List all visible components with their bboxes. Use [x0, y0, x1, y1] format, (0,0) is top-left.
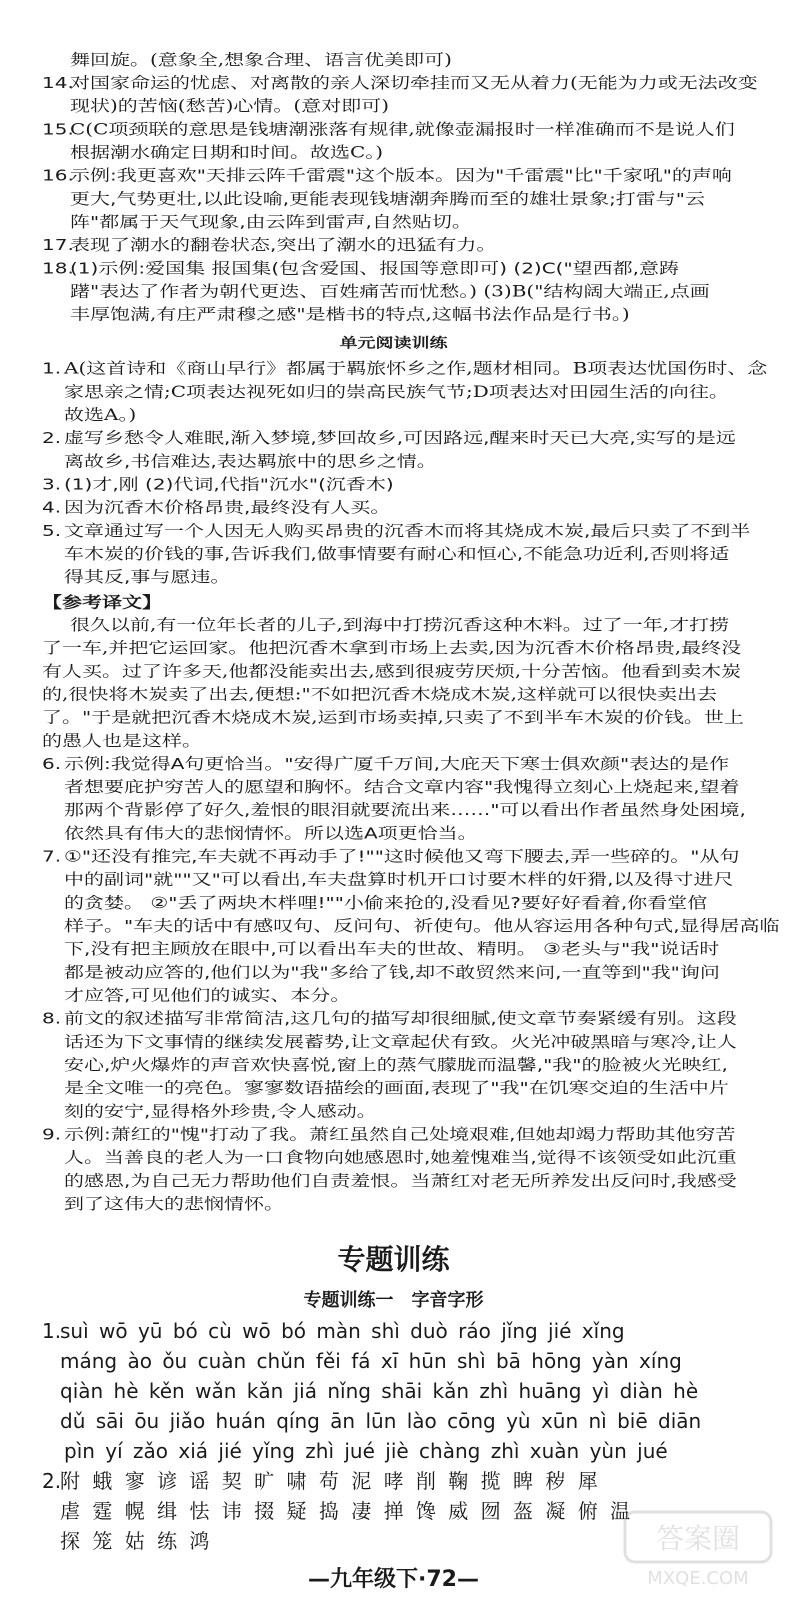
- text-line: 表现了潮水的翻卷状态,突出了潮水的迅猛有力。: [70, 235, 497, 254]
- text-line: 离故乡,书信难达,表达羁旅中的思乡之情。: [64, 451, 437, 471]
- text-line: 依然具有伟大的悲悯情怀。所以选A项更恰当。: [64, 823, 478, 843]
- text-line: 示例:我觉得A句更恰当。"安得广厦千万间,大庇天下寒士俱欢颜"表达的是作: [64, 754, 730, 773]
- pinyin-line: pìn yí zǎo xiá jié yǐng zhì jué jiè chàng zhì xuàn yùn jué: [64, 1439, 668, 1463]
- item-number: 3.: [42, 474, 62, 494]
- text-line: 家思亲之情;C项表达视死如归的崇高民族气节;D项表达对田园生活的向往。: [64, 382, 729, 401]
- text-line: 的感恩,为自己无力帮助他们自责羞恨。当萧红对老无所养发出反问时,我感受: [64, 1171, 737, 1190]
- text-line: 很久以前,有一位年长者的儿子,到海中打捞沉香这种木料。过了一年,才打捞: [70, 615, 730, 634]
- text-line: 根据潮水确定日期和时间。故选C。): [70, 142, 384, 162]
- text-line: 虚写乡愁令人难眠,渐入梦境,梦回故乡,可因路远,醒来时天已大亮,实写的是远: [64, 428, 736, 447]
- item-number: 1.: [42, 358, 62, 378]
- text-line: 前文的叙述描写非常简洁,这几句的描写却很细腻,使文章节奏紧缓有别。这段: [64, 1009, 737, 1028]
- text-line: 对国家命运的忧虑、对离散的亲人深切牵挂而又无从着力(无能为力或无法改变: [70, 73, 758, 92]
- text-line: 因为沉香木价格昂贵,最终没有人买。: [64, 497, 391, 517]
- text-line: 了。"于是就把沉香木烧成木炭,运到市场卖掉,只卖了不到半车木炭的价钱。世上: [42, 707, 744, 727]
- item-number: 8.: [42, 1009, 62, 1028]
- pinyin-line: qiàn hè kěn wǎn kǎn jiá nǐng shāi kǎn zhì huāng yì diàn hè: [60, 1379, 699, 1403]
- text-line: (1)才,刚 (2)代词,代指"沉水"(沉香木): [64, 474, 394, 494]
- text-line: 下,没有把主顾放在眼中,可以看出车夫的世故、精明。 ③老头与"我"说话时: [64, 939, 720, 959]
- pinyin-line: suì wō yū bó cù wō bó màn shì duò ráo jǐng jié xǐng: [60, 1319, 625, 1343]
- text-line: 的,很快将木炭卖了出去,便想:"不如把沉香木烧成木炭,这样就可以很快卖出去: [42, 684, 718, 704]
- text-line: 的愚人也是这样。: [42, 731, 202, 750]
- text-line: 话还为下文事情的继续发展蓄势,让文章起伏有致。火光冲破黑暗与寒冷,让人: [64, 1032, 737, 1051]
- text-line: 中的副词"就""又"可以看出,车夫盘算时机开口讨要木柈的奸猾,以及得寸进尺: [64, 870, 734, 889]
- character-line: 附 蛾 寥 谚 谣 契 旷 啸 苟 泥 哮 削 鞠 揽 睥 秽 犀: [60, 1469, 598, 1493]
- item-number: 6.: [42, 754, 62, 773]
- text-line: 车木炭的价钱的事,告诉我们,做事情要有耐心和恒心,不能急功近利,否则将适: [64, 544, 730, 563]
- text-line: 更大,气势更壮,以此设喻,更能表现钱塘潮奔腾而至的雄壮景象;打雷与"云: [70, 189, 706, 208]
- item-number: 1.: [42, 1319, 62, 1343]
- text-line: 的贪婪。 ②"丢了两块木柈哩!""小偷来抢的,没看见?要好好看着,你看堂倌: [64, 893, 708, 912]
- section-heading: 单元阅读训练: [339, 335, 448, 352]
- pinyin-line: dǔ sāi ōu jiǎo huán qíng ān lūn lào cōng yù xūn nì biē diān: [60, 1409, 702, 1433]
- text-line: 是全文唯一的亮色。寥寥数语描绘的画面,表现了"我"在饥寒交迫的生活中片: [64, 1078, 729, 1098]
- character-line: 探 笼 姑 练 鸿: [60, 1529, 210, 1553]
- item-number: 17.: [42, 235, 74, 254]
- text-line: 得其反,事与愿违。: [64, 567, 231, 586]
- item-number: 18.: [42, 258, 74, 278]
- text-line: 故选A。): [64, 405, 137, 424]
- text-line: 示例:我更喜欢"天排云阵千雷震"这个版本。因为"千雷震"比"千家吼"的声响: [70, 165, 732, 185]
- page-section-title: 专题训练: [337, 1243, 450, 1276]
- text-line: 样子。"车夫的话中有感叹句、反问句、祈使句。他从容运用各种句式,显得居高临: [64, 916, 780, 935]
- text-line: 现状)的苦恼(愁苦)心情。(意对即可): [70, 96, 390, 116]
- text-line: 躇"表达了作者为朝代更迭、百姓痛苦而忧愁。) (3)B("结构阔大端正,点画: [70, 281, 710, 301]
- item-number: 16.: [42, 165, 74, 185]
- text-line: 丰厚饱满,有庄严肃穆之感"是楷书的特点,这幅书法作品是行书。): [70, 304, 630, 324]
- text-line: 刻的安宁,显得格外珍贵,令人感动。: [64, 1101, 377, 1121]
- text-line: 文章通过写一个人因无人购买昂贵的沉香木而将其烧成木炭,最后只卖了不到半: [64, 521, 751, 540]
- svg-text:MXQE.COM: MXQE.COM: [647, 1568, 749, 1589]
- text-line: A(这首诗和《商山早行》都属于羁旅怀乡之作,题材相同。B项表达忧国伤时、念: [64, 358, 768, 378]
- text-line: 示例:萧红的"愧"打动了我。萧红虽然自己处境艰难,但她却竭力帮助其他穷苦: [64, 1124, 736, 1144]
- text-line: 阵"都属于天气现象,由云阵到雷声,自然贴切。: [70, 212, 472, 231]
- text-line: 舞回旋。(意象全,想象合理、语言优美即可): [70, 50, 452, 69]
- text-line: 人。当善良的老人为一口食物向她感恩时,她羞愧难当,觉得不该领受如此沉重: [64, 1147, 737, 1167]
- item-number: 7.: [42, 846, 62, 866]
- text-line: 者想要庇护穷苦人的愿望和胸怀。结合文章内容"我愧得立刻心上烧起来,望着: [64, 777, 740, 796]
- character-line: 虐 霆 幌 缉 怯 讳 掇 疑 捣 凄 掸 馋 威 囫 盔 凝 俯 温: [60, 1499, 631, 1523]
- sub-section-title: 专题训练一 字音字形: [303, 1290, 484, 1311]
- item-number: 2.: [42, 1469, 62, 1493]
- text-line: 了一车,并把它运回家。他把沉香木拿到市场上去卖,因为沉香木价格昂贵,最终没: [42, 638, 742, 657]
- text-line: 到了这伟大的悲悯情怀。: [64, 1194, 284, 1213]
- item-number: 2.: [42, 428, 62, 447]
- text-line: 有人买。过了许多天,他都没能卖出去,感到很疲劳厌烦,十分苦恼。他看到卖木炭: [42, 661, 742, 681]
- pinyin-line: máng ào ǒu cuàn chǔn fěi fá xī hūn shì bā hōng yàn xíng: [60, 1349, 682, 1373]
- text-line: ①"还没有推完,车夫就不再动手了!""这时候他又弯下腰去,弄一些碎的。"从句: [64, 846, 740, 866]
- item-number: 9.: [42, 1124, 62, 1144]
- text-line: 才应答,可见他们的诚实、本分。: [64, 985, 351, 1005]
- text-line: 那两个背影停了好久,羞恨的眼泪就要流出来……"可以看出作者虽然身处困境,: [64, 800, 746, 820]
- item-number: 5.: [42, 521, 62, 540]
- text-line: 都是被动应答的,他们以为"我"多给了钱,却不敢贸然来问,一直等到"我"询问: [64, 962, 720, 982]
- text-line: C(C项颈联的意思是钱塘潮涨落有规律,就像壶漏报时一样准确而不是说人们: [70, 119, 735, 139]
- item-number: 15.: [42, 119, 74, 139]
- watermark-logo: [623, 1510, 773, 1590]
- reference-translation-title: 【参考译文】: [42, 592, 162, 612]
- text-line: 安心,炉火爆炸的声音欢快喜悦,窗上的蒸气朦胧而温馨,"我"的脸被火光映红,: [64, 1055, 728, 1074]
- item-number: 14.: [42, 73, 74, 92]
- text-line: (1)示例:爱国集 报国集(包含爱国、报国等意即可) (2)C("望西都,意踌: [70, 258, 680, 278]
- item-number: 4.: [42, 497, 62, 517]
- svg-text:答案圈: 答案圈: [655, 1522, 741, 1555]
- page-footer: —九年级下·72—: [308, 1567, 479, 1592]
